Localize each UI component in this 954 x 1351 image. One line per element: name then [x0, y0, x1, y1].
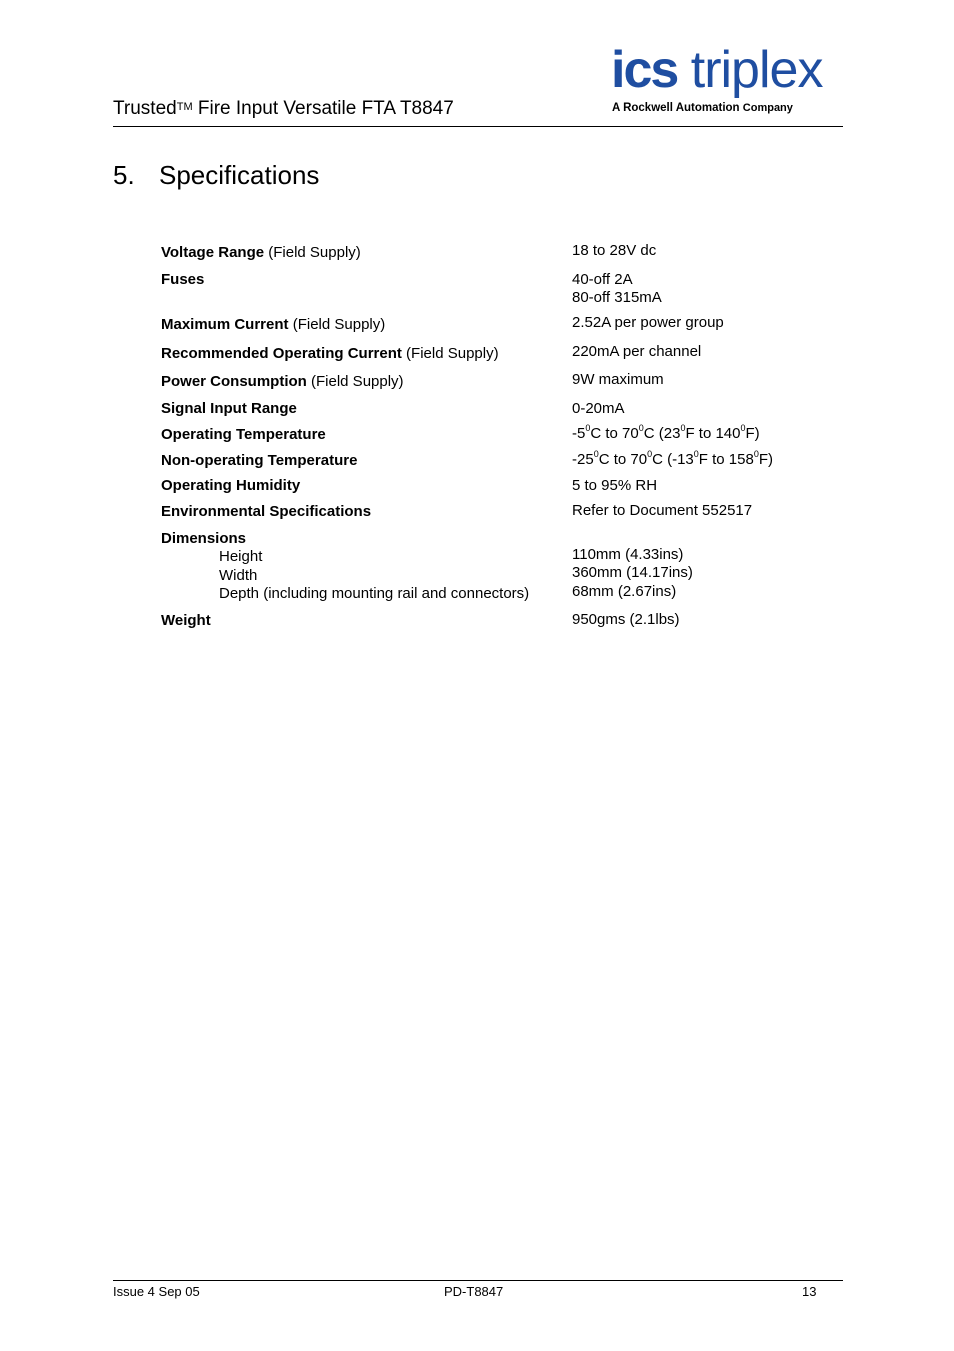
logo-tagline-main: A Rockwell Automation [612, 102, 740, 114]
spec-label-fuses: Fuses [161, 271, 205, 288]
footer-issue: Issue 4 Sep 05 [113, 1284, 200, 1299]
spec-value-op-temp: $-5^0C$ to $70^0C$ ($23^0F$ to $140^0F$) [572, 423, 760, 442]
spec-sublabel-width: Width [219, 567, 258, 584]
spec-value-depth: 68mm (2.67ins) [572, 583, 677, 600]
spec-label-dimensions: Dimensions [161, 530, 247, 547]
spec-label-environment: Environmental Specifications [161, 503, 372, 520]
spec-label-nonop-temp: Non-operating Temperature [161, 452, 358, 469]
footer-document-id: PD-T8847 [444, 1284, 504, 1299]
logo-wordmark [611, 42, 822, 98]
spec-label-signal: Signal Input Range [161, 400, 297, 417]
spec-label-op-temp: Operating Temperature [161, 426, 326, 443]
trademark-mark: TM [176, 101, 193, 113]
section-heading [113, 160, 319, 191]
spec-value-rec-current: 220mA per channel [572, 343, 702, 360]
footer-page-number: 13 [802, 1284, 817, 1299]
spec-value-fuses-1: 40-off 2A [572, 271, 633, 288]
spec-sublabel-height: Height [219, 548, 263, 565]
title-rest: Fire Input Versatile FTA T8847 [192, 98, 454, 119]
logo-tagline-company: Company [742, 102, 793, 114]
spec-value-signal: 0-20mA [572, 400, 625, 417]
title-prefix: Trusted [113, 98, 177, 119]
logo-tagline [612, 102, 793, 114]
spec-value-width: 360mm (14.17ins) [572, 564, 693, 581]
section-number: 5. [113, 160, 135, 190]
spec-label-voltage: Voltage Range (Field Supply) [161, 244, 361, 261]
spec-label-weight: Weight [161, 612, 211, 629]
spec-value-max-current: 2.52A per power group [572, 314, 724, 331]
logo-ics: ics [611, 41, 678, 99]
spec-value-weight: 950gms (2.1lbs) [572, 611, 680, 628]
logo-triplex: triplex [677, 41, 823, 99]
spec-value-humidity: 5 to 95% RH [572, 477, 658, 494]
spec-label-humidity: Operating Humidity [161, 477, 301, 494]
section-title: Specifications [159, 160, 320, 190]
spec-value-environment: Refer to Document 552517 [572, 502, 753, 519]
spec-value-nonop-temp: $-25^0C$ to $70^0C$ ($-13^0F$ to $158^0F$) [572, 449, 774, 468]
spec-label-power: Power Consumption (Field Supply) [161, 373, 404, 390]
spec-value-voltage: 18 to 28V dc [572, 242, 657, 259]
spec-label-max-current: Maximum Current (Field Supply) [161, 316, 386, 333]
spec-sublabel-depth: Depth (including mounting rail and connectors) [219, 585, 530, 602]
footer-divider [113, 1280, 843, 1281]
spec-label-rec-current: Recommended Operating Current (Field Supply) [161, 345, 499, 362]
document-title [113, 98, 454, 120]
spec-value-fuses-2: 80-off 315mA [572, 289, 662, 306]
header-divider [113, 126, 843, 127]
spec-value-height: 110mm (4.33ins) [572, 546, 684, 563]
ics-triplex-logo [611, 42, 843, 118]
spec-value-power: 9W maximum [572, 371, 664, 388]
